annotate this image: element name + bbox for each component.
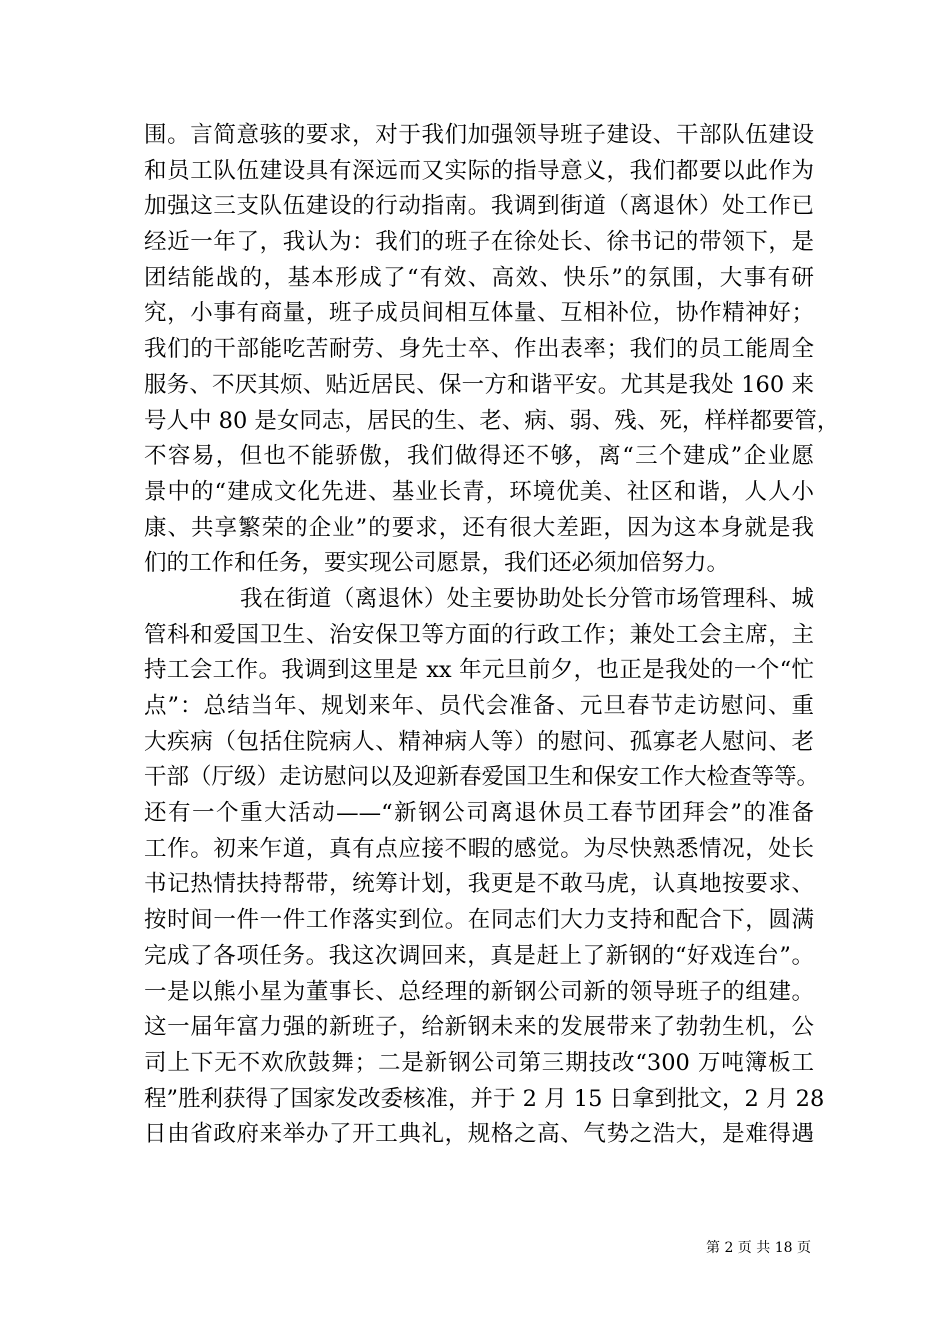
page-number: 第 2 页 共 18 页 [706,1240,811,1256]
text-line: 点”：总结当年、规划来年、员代会准备、元旦春节走访慰问、重 [144,693,814,719]
text-line: 我们的干部能吃苦耐劳、身先士卒、作出表率；我们的员工能周全 [144,336,814,363]
text-line: 还有一个重大活动——“新钢公司离退休员工春节团拜会”的准备 [144,800,814,827]
text-line: 书记热情扶持帮带，统筹计划，我更是不敢马虎，认真地按要求、 [144,871,814,898]
text-line: 加强这三支队伍建设的行动指南。我调到街道（离退休）处工作已 [144,193,814,220]
text-line: 号人中 80 是女同志，居民的生、老、病、弱、残、死，样样都要管， [144,407,840,434]
text-line: 究，小事有商量，班子成员间相互体量、互相补位，协作精神好； [144,300,814,327]
text-line: 这一届年富力强的新班子，给新钢未来的发展带来了勃勃生机，公 [144,1014,814,1041]
text-line: 和员工队伍建设具有深远而又实际的指导意义，我们都要以此作为 [144,157,814,184]
text-line: 工作。初来乍道，真有点应接不暇的感觉。为尽快熟悉情况，处长 [144,835,814,862]
text-line: 围。言简意骇的要求，对于我们加强领导班子建设、干部队伍建设 [144,122,814,148]
text-line: 康、共享繁荣的企业”的要求，还有很大差距，因为这本身就是我 [144,514,814,541]
paragraph-end-line: 们的工作和任务，要实现公司愿景，我们还必须加倍努力。 [144,550,730,577]
text-line: 司上下无不欢欣鼓舞；二是新钢公司第三期技改“300 万吨簿板工 [144,1049,814,1076]
text-line: 完成了各项任务。我这次调回来，真是赶上了新钢的“好戏连台”。 [144,942,814,969]
text-line: 管科和爱国卫生、治安保卫等方面的行政工作；兼处工会主席，主 [144,621,814,648]
text-line: 不容易，但也不能骄傲，我们做得还不够，离“三个建成”企业愿 [144,443,814,470]
text-line: 团结能战的，基本形成了“有效、高效、快乐”的氛围，大事有研 [144,264,814,291]
text-line: 按时间一件一件工作落实到位。在同志们大力支持和配合下，圆满 [144,907,814,934]
text-line: 景中的“建成文化先进、基业长青，环境优美、社区和谐，人人小 [144,478,814,505]
text-line: 一是以熊小星为董事长、总经理的新钢公司新的领导班子的组建。 [144,978,814,1005]
body-text [144,118,840,1153]
text-line: 干部（厅级）走访慰问以及迎新春爱国卫生和保安工作大检查等等。 [144,764,820,791]
paragraph-start-line: 我在街道（离退休）处主要协助处长分管市场管理科、城 [240,585,814,612]
text-line: 程”胜利获得了国家发改委核准，并于 2 月 15 日拿到批文，2 月 28 [144,1085,825,1112]
text-line: 大疾病（包括住院病人、精神病人等）的慰问、孤寡老人慰问、老 [144,728,814,755]
text-line: 经近一年了，我认为：我们的班子在徐处长、徐书记的带领下，是 [144,229,814,256]
text-line: 服务、不厌其烦、贴近居民、保一方和谐平安。尤其是我处 160 来 [144,371,814,398]
text-line: 日由省政府来举办了开工典礼，规格之高、气势之浩大，是难得遇 [144,1121,814,1148]
text-line: 持工会工作。我调到这里是 xx 年元旦前夕，也正是我处的一个“忙 [144,657,814,684]
